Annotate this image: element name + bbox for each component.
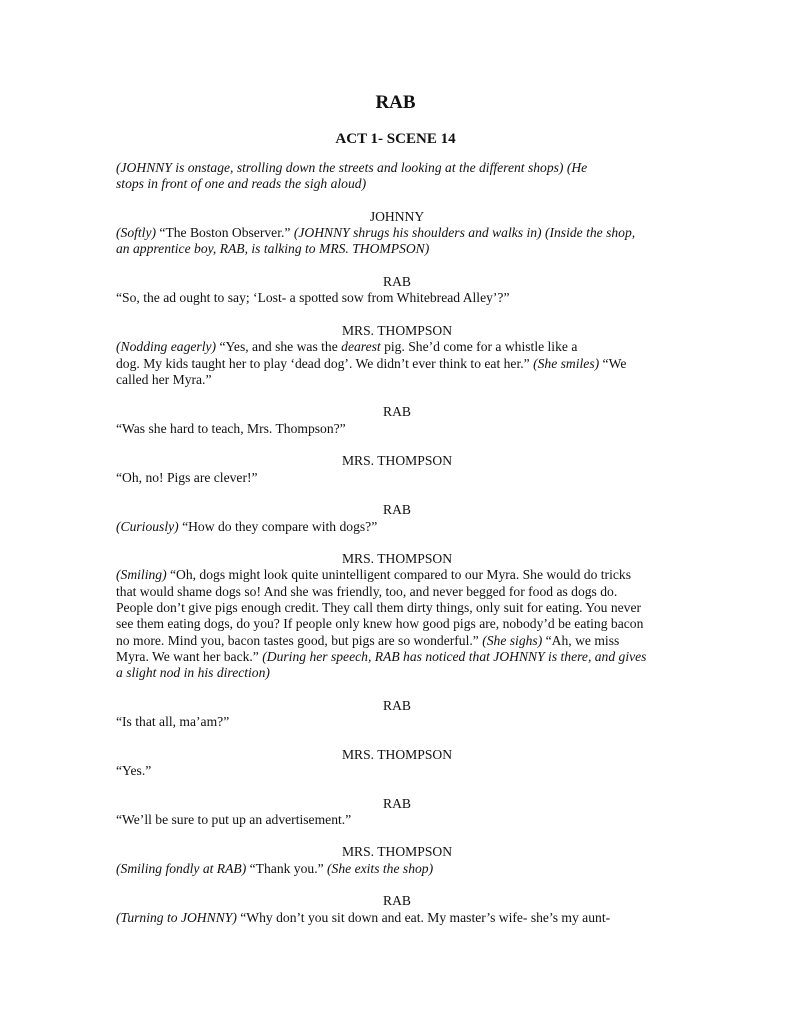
character-name: JOHNNY <box>369 208 425 224</box>
spoken-text: People don’t give pigs enough credit. They call them dirty things, only suit for eating. You never <box>116 600 642 616</box>
stage-direction-text: (Nodding eagerly) <box>116 339 217 355</box>
dialogue-line <box>116 633 678 649</box>
spoken-text: dog. My kids taught her to play ‘dead dog’. We didn’t ever think to eat her.” <box>116 355 534 371</box>
dialogue-line <box>116 665 678 681</box>
spoken-text: “The Boston Observer.” <box>156 225 294 241</box>
dialogue-block <box>116 893 678 926</box>
stage-direction-text: (During her speech, RAB has noticed that JOHNNY is there, and gives <box>262 648 647 664</box>
character-name: RAB <box>383 893 411 909</box>
dialogue-block <box>116 502 678 535</box>
dialogue-block <box>116 551 678 681</box>
dialogue-line <box>116 567 678 583</box>
stage-direction-text: (She smiles) <box>533 355 600 371</box>
spoken-text: pig. She’d come for a whistle like a <box>380 339 578 355</box>
dialogue-block <box>116 796 678 829</box>
spoken-text: “We <box>599 355 627 371</box>
dialogue-line <box>116 339 678 355</box>
dialogue-line <box>116 910 678 926</box>
character-name: MRS. THOMPSON <box>341 322 453 338</box>
stage-direction-text: (She sighs) <box>482 632 543 648</box>
dialogue-line <box>116 584 678 600</box>
dialogue-line <box>116 372 678 388</box>
stage-direction-text: dearest <box>341 339 381 355</box>
dialogue-line <box>116 812 678 828</box>
opening-stage-direction <box>116 160 678 193</box>
dialogue-block <box>116 209 678 258</box>
dialogue-line <box>116 600 678 616</box>
dialogue-block <box>116 323 678 388</box>
spoken-text: “Is that all, ma’am?” <box>116 714 230 730</box>
script-body <box>116 160 678 942</box>
spoken-text: called her Myra.” <box>116 371 212 387</box>
stage-direction-text: (She exits the shop) <box>327 860 434 876</box>
dialogue-line <box>116 714 678 730</box>
character-name: RAB <box>383 795 411 811</box>
spoken-text: no more. Mind you, bacon tastes good, but pigs are so wonderful.” <box>116 632 483 648</box>
dialogue-line <box>116 225 678 241</box>
dialogue-line <box>116 519 678 535</box>
stage-direction-text: (Smiling) <box>116 567 167 583</box>
dialogue-line <box>116 290 678 306</box>
dialogue-block <box>116 404 678 437</box>
stage-direction-line: stops in front of one and reads the sigh aloud) <box>116 176 367 192</box>
spoken-text: “Ah, we miss <box>542 632 620 648</box>
stage-direction-text: (Turning to JOHNNY) <box>116 909 237 925</box>
dialogue-line <box>116 861 678 877</box>
stage-direction-text: (Softly) <box>116 225 157 241</box>
character-name: RAB <box>383 404 411 420</box>
character-name: MRS. THOMPSON <box>341 453 453 469</box>
dialogue-block <box>116 274 678 307</box>
spoken-text: “Why don’t you sit down and eat. My master’s wife- she’s my aunt- <box>236 909 611 925</box>
spoken-text: “Thank you.” <box>246 860 328 876</box>
spoken-text: “Was she hard to teach, Mrs. Thompson?” <box>116 420 346 436</box>
spoken-text: “How do they compare with dogs?” <box>178 518 378 534</box>
dialogue-line <box>116 356 678 372</box>
stage-direction-text: (JOHNNY shrugs his shoulders and walks in) (Inside the shop, <box>293 225 636 241</box>
spoken-text: “Oh, no! Pigs are clever!” <box>116 469 258 485</box>
dialogue-line <box>116 470 678 486</box>
character-name: RAB <box>383 502 411 518</box>
page-title: RAB <box>375 92 416 113</box>
dialogue-block <box>116 698 678 731</box>
spoken-text: “So, the ad ought to say; ‘Lost- a spotted sow from Whitebread Alley’?” <box>116 290 510 306</box>
spoken-text: “Yes, and she was the <box>216 339 342 355</box>
spoken-text: “We’ll be sure to put up an advertisement.” <box>116 811 352 827</box>
spoken-text: Myra. We want her back.” <box>116 648 263 664</box>
dialogue-line <box>116 241 678 257</box>
dialogue-block <box>116 453 678 486</box>
dialogue-line <box>116 421 678 437</box>
stage-direction-text: an apprentice boy, RAB, is talking to MRS. THOMPSON) <box>116 241 430 257</box>
character-name: RAB <box>383 697 411 713</box>
dialogue-line <box>116 649 678 665</box>
stage-direction-text: a slight nod in his direction) <box>116 665 270 681</box>
character-name: RAB <box>383 274 411 290</box>
stage-direction-text: (Curiously) <box>116 518 179 534</box>
character-name: MRS. THOMPSON <box>341 844 453 860</box>
dialogue-line <box>116 763 678 779</box>
spoken-text: “Oh, dogs might look quite unintelligent compared to our Myra. She would do tricks <box>166 567 631 583</box>
spoken-text: that would shame dogs so! And she was friendly, too, and never begged for food as dogs do. <box>116 583 618 599</box>
scene-heading: ACT 1- SCENE 14 <box>335 131 456 147</box>
character-name: MRS. THOMPSON <box>341 746 453 762</box>
character-name: MRS. THOMPSON <box>341 551 453 567</box>
dialogue-block <box>116 747 678 780</box>
spoken-text: “Yes.” <box>116 762 152 778</box>
dialogue-list <box>116 209 678 926</box>
spoken-text: see them eating dogs, do you? If people only knew how good pigs are, nobody’d be eating bacon <box>116 616 644 632</box>
dialogue-block <box>116 844 678 877</box>
dialogue-line <box>116 616 678 632</box>
stage-direction-text: (Smiling fondly at RAB) <box>116 860 247 876</box>
stage-direction-line: (JOHNNY is onstage, strolling down the streets and looking at the different shops) (He <box>116 160 588 175</box>
